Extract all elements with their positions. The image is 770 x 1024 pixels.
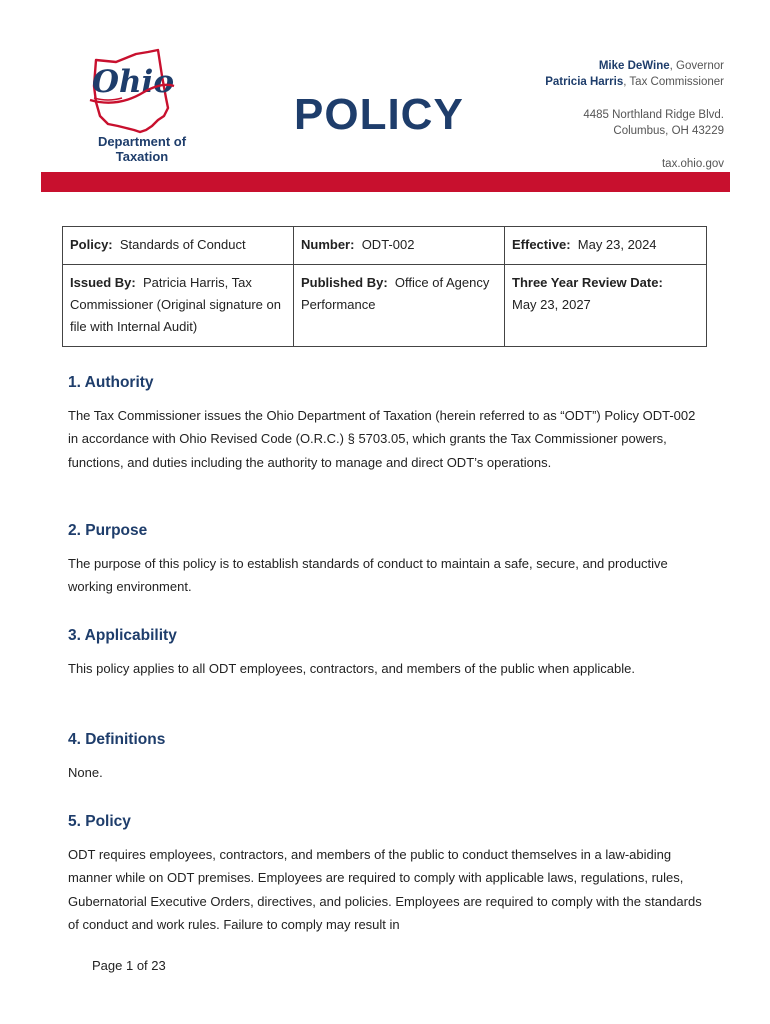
commissioner-title: , Tax Commissioner [623, 76, 724, 88]
number-cell [294, 227, 505, 265]
department-name: Department of Taxation [97, 134, 187, 164]
ohio-state-outline-icon [78, 46, 208, 136]
page-number: Page 1 of 23 [92, 958, 166, 973]
number-label: Number: [301, 237, 355, 252]
governor-line [545, 58, 724, 74]
website-link[interactable]: tax.ohio.gov [661, 158, 724, 170]
policy-cell [63, 227, 294, 265]
review-date-label: Three Year Review Date: [512, 275, 663, 290]
number-value: ODT-002 [361, 237, 415, 252]
commissioner-line [545, 74, 724, 90]
section-text: None. [68, 765, 103, 780]
section-heading: 1. Authority [68, 374, 154, 391]
governor-name: Mike DeWine [598, 60, 670, 72]
policy-value: Standards of Conduct [119, 237, 246, 252]
published-by-label: Published By: [301, 275, 388, 290]
svg-text:Ohio: Ohio [92, 64, 174, 100]
section-purpose [68, 520, 708, 599]
section-heading: 4. Definitions [68, 731, 166, 748]
section-authority [68, 372, 708, 474]
section-applicability [68, 625, 708, 680]
section-text: The purpose of this policy is to establish standards of conduct to maintain a safe, secure, and productive working environment. [68, 556, 668, 595]
effective-label: Effective: [512, 237, 571, 252]
contact-block [545, 58, 724, 172]
page-title: POLICY [294, 90, 464, 139]
effective-value: May 23, 2024 [577, 237, 657, 252]
issued-by-label: Issued By: [70, 275, 136, 290]
section-heading: 3. Applicability [68, 627, 177, 644]
review-date-cell [505, 265, 707, 347]
section-text: The Tax Commissioner issues the Ohio Department of Taxation (herein referred to as “ODT”) Policy ODT-002 in accordance with Ohio Revised Code (O.R.C.) § 5703.05, which grants the Tax Commissioner powers, functions, and duties including the authority to manage and direct ODT’s operations. [68, 408, 696, 470]
address-line-2: Columbus, OH 43229 [613, 125, 724, 137]
issued-by-value: Patricia Harris, Tax Commissioner (Original signature on file with Internal Audit) [70, 275, 281, 334]
policy-meta-table [62, 226, 707, 347]
section-text: ODT requires employees, contractors, and members of the public to conduct themselves in a law-abiding manner while on ODT premises. Employees are required to comply with applicable laws, regulations, rules, Gubernatorial Executive Orders, directives, and policies. Employees are required to comply with the standards of conduct and work rules. Failure to comply may result in [68, 847, 702, 932]
issued-by-cell [63, 265, 294, 347]
ohio-logo [78, 46, 208, 171]
commissioner-name: Patricia Harris [545, 76, 624, 88]
table-row [63, 265, 707, 347]
section-definitions [68, 729, 708, 784]
effective-cell [505, 227, 707, 265]
published-by-cell [294, 265, 505, 347]
governor-title: , Governor [669, 60, 724, 72]
header-divider-bar [41, 172, 730, 192]
policy-label: Policy: [70, 237, 113, 252]
address-line-1: 4485 Northland Ridge Blvd. [583, 109, 724, 121]
table-row [63, 227, 707, 265]
review-date-value: May 23, 2027 [512, 297, 591, 312]
section-heading: 5. Policy [68, 813, 131, 830]
section-policy [68, 811, 708, 936]
section-heading: 2. Purpose [68, 522, 148, 539]
section-text: This policy applies to all ODT employees, contractors, and members of the public when applicable. [68, 661, 635, 676]
published-by-value: Office of Agency Performance [301, 275, 490, 312]
